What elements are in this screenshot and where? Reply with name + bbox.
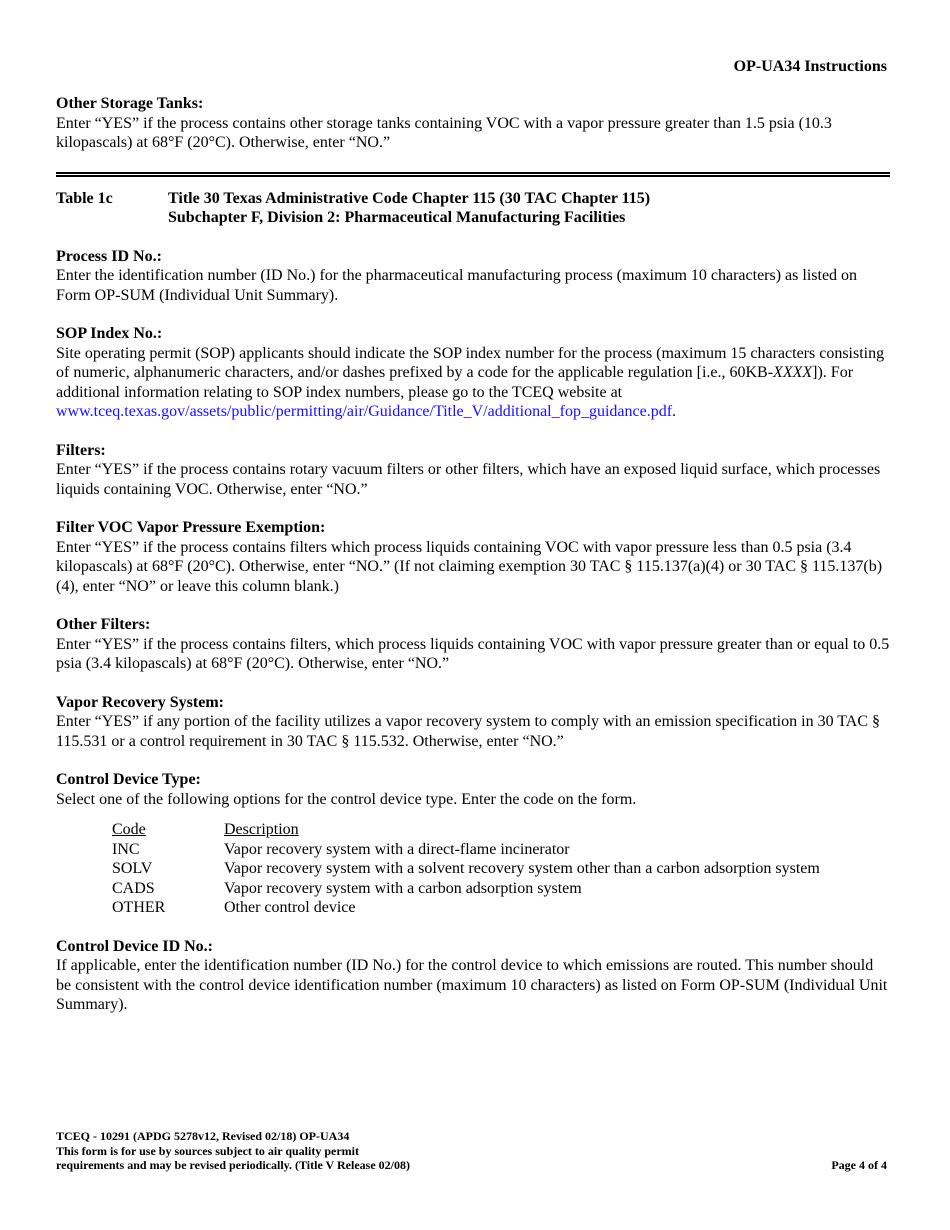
code-cell: OTHER [112, 899, 166, 916]
description-cell: Vapor recovery system with a direct-flame incinerator [224, 840, 570, 858]
section-control-device-type [56, 770, 890, 918]
footer-line: This form is for use by sources subject to air quality permit [56, 1143, 359, 1158]
footer-form-info [56, 1129, 410, 1173]
sop-placeholder: XXXX [773, 364, 813, 381]
section-title: Control Device Type: [56, 771, 201, 788]
section-filters [56, 441, 890, 500]
section-body: Enter “YES” if the process contains filters, which process liquids containing VOC with vapor pressure greater than or equal to 0.5 psia (3.4 kilopascals) at 68°F (20°C). Otherwise, enter “NO.” [56, 635, 890, 672]
section-vapor-recovery [56, 693, 890, 752]
table-row [112, 859, 820, 879]
footer-line: TCEQ - 10291 (APDG 5278v12, Revised 02/18) OP-UA34 [56, 1129, 350, 1143]
page-header-title: OP-UA34 Instructions [733, 58, 887, 75]
double-divider [56, 172, 890, 177]
document-body [56, 94, 890, 1034]
section-other-storage-tanks [56, 94, 890, 153]
section-body: Enter “YES” if the process contains filters which process liquids containing VOC with vapor pressure less than 0.5 psia (3.4 kilopascals) at 68°F (20°C). Otherwise, enter “NO.” (If not claiming exemption 30 TAC § 115.137(a)(4) or 30 TAC § 115.137(b)(4), enter “NO” or leave this column blank.) [56, 538, 883, 595]
sop-text-part1: Site operating permit (SOP) applicants should indicate the SOP index number for the process (maximum 15 characters consisting of numeric, alphanumeric characters, and/or dashes prefixed by a code for the applicable regulation [i.e., 60KB- [56, 344, 885, 381]
sop-text-end: . [672, 403, 677, 420]
code-cell: SOLV [112, 860, 153, 877]
section-body: Enter the identification number (ID No.) for the pharmaceutical manufacturing process (maximum 10 characters) as listed on Form OP-SUM (Individual Unit Summary). [56, 267, 858, 304]
section-body [56, 344, 890, 422]
section-body: Enter “YES” if the process contains rotary vacuum filters or other filters, which have an exposed liquid surface, which processes liquids containing VOC. Otherwise, enter “NO.” [56, 461, 881, 498]
section-title: Filter VOC Vapor Pressure Exemption: [56, 519, 326, 536]
table-title-line2: Subchapter F, Division 2: Pharmaceutical Manufacturing Facilities [168, 209, 626, 226]
section-title: SOP Index No.: [56, 325, 163, 342]
code-cell: INC [112, 840, 140, 858]
section-title: Process ID No.: [56, 247, 162, 265]
section-process-id [56, 247, 890, 306]
table-row [112, 879, 820, 899]
section-title: Filters: [56, 441, 106, 459]
table-heading [56, 189, 890, 228]
section-title: Vapor Recovery System: [56, 693, 224, 711]
code-table-header [112, 820, 820, 840]
table-row [112, 840, 820, 860]
sop-text-part2: ]). For additional information relating to SOP index numbers, please go to the TCEQ website at [56, 364, 854, 401]
section-control-device-id [56, 937, 890, 1015]
section-filter-vp-exemption [56, 518, 890, 596]
table-row [112, 898, 820, 918]
page-number: Page 4 of 4 [831, 1158, 887, 1172]
description-column-header: Description [224, 821, 299, 838]
description-cell: Vapor recovery system with a solvent recovery system other than a carbon adsorption system [224, 860, 820, 877]
section-title: Other Filters: [56, 616, 151, 633]
section-sop-index [56, 324, 890, 422]
code-cell: CADS [112, 879, 155, 897]
control-device-code-table [112, 820, 820, 918]
code-column-header: Code [112, 821, 146, 838]
table-title [168, 189, 650, 228]
table-label: Table 1c [56, 189, 113, 207]
section-body: Select one of the following options for the control device type. Enter the code on the form. [56, 790, 637, 808]
section-body: If applicable, enter the identification number (ID No.) for the control device to which emissions are routed. This number should be consistent with the control device identification number (maximum 10 characters) as listed on Form OP-SUM (Individual Unit Summary). [56, 957, 888, 1013]
tceq-guidance-link[interactable]: www.tceq.texas.gov/assets/public/permitting/air/Guidance/Title_V/additional_fop_guidance.pdf [56, 403, 673, 420]
section-body: Enter “YES” if any portion of the facility utilizes a vapor recovery system to comply with an emission specification in 30 TAC § 115.531 or a control requirement in 30 TAC § 115.532. Otherwise, enter “NO.” [56, 713, 880, 750]
section-other-filters [56, 615, 890, 674]
description-cell: Other control device [224, 899, 356, 916]
section-title: Control Device ID No.: [56, 937, 214, 955]
footer-line: requirements and may be revised periodically. (Title V Release 02/08) [56, 1158, 410, 1172]
description-cell: Vapor recovery system with a carbon adsorption system [224, 879, 582, 897]
table-title-line1: Title 30 Texas Administrative Code Chapter 115 (30 TAC Chapter 115) [168, 189, 651, 207]
section-title: Other Storage Tanks: [56, 95, 204, 112]
section-body: Enter “YES” if the process contains other storage tanks containing VOC with a vapor pressure greater than 1.5 psia (10.3 kilopascals) at 68°F (20°C). Otherwise, enter “NO.” [56, 114, 832, 151]
